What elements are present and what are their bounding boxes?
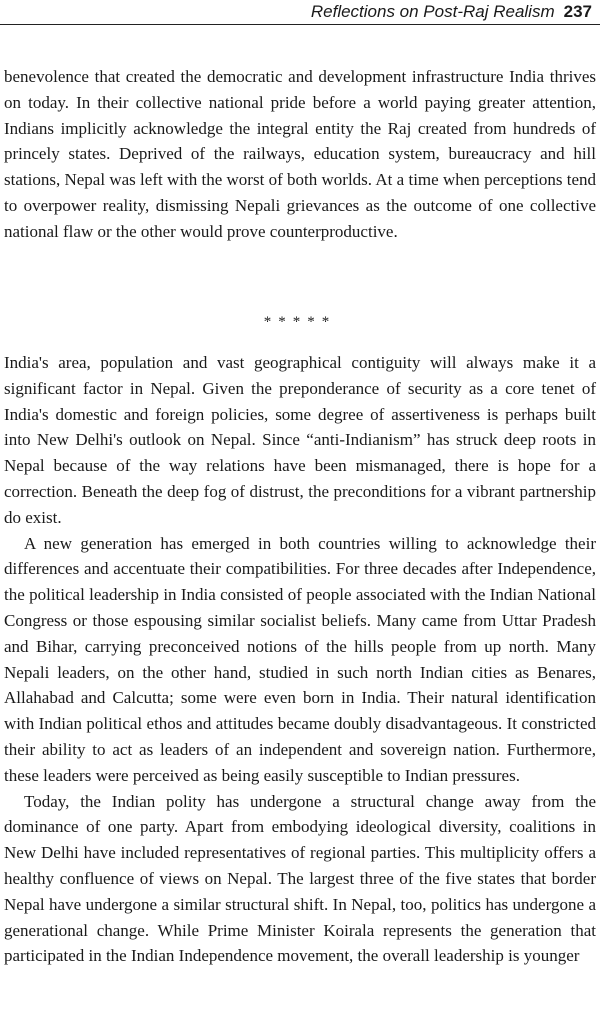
page-number: 237 [563, 2, 592, 21]
paragraph-continuation: benevolence that created the democratic and development infrastructure India thrives on today. In their collective national pride before a world paying greater attention, Indians implicitly acknowledge the integral entity the Raj created from hundreds of princely states. Deprived of the railways, education system, bureaucracy and hill stations, Nepal was left with the worst of both worlds. At a time when perceptions tend to overpower reality, dismissing Nepali grievances as the outcome of one collective national flaw or the other would prove counterproductive. [4, 67, 596, 241]
running-header [311, 0, 592, 24]
section-separator: ***** [263, 314, 337, 330]
text-block-top [4, 64, 596, 245]
paragraph: India's area, population and vast geographical contiguity will always make it a significant factor in Nepal. Given the preponderance of security as a core tenet of India's domestic and foreign policies, some degree of assertiveness is perhaps built into New Delhi's outlook on Nepal. Since “anti-Indianism” has struck deep roots in Nepal because of the way relations have been mismanaged, there is hope for a correction. Beneath the deep fog of distrust, the preconditions for a vibrant partnership do exist. [4, 353, 596, 527]
text-block-main [4, 350, 596, 969]
paragraph: A new generation has emerged in both countries willing to acknowledge their differences and accentuate their compatibilities. For three decades after Independence, the political leadership in India consisted of people associated with the Indian National Congress or those espousing similar socialist beliefs. Many came from Uttar Pradesh and Bihar, carrying preconceived notions of the hills people from up north. Many Nepali leaders, on the other hand, studied in such north Indian cities as Benares, Allahabad and Calcutta; some were even born in India. Their natural identification with Indian political ethos and attitudes became doubly disadvantageous. It constricted their ability to act as leaders of an independent and sovereign nation. Furthermore, these leaders were perceived as being easily susceptible to Indian pressures. [4, 533, 596, 785]
running-title: Reflections on Post-Raj Realism [310, 2, 555, 21]
header-rule [0, 24, 600, 25]
paragraph: Today, the Indian polity has undergone a structural change away from the dominance of one party. Apart from embodying ideological diversity, coalitions in New Delhi have included representatives of regional parties. This multiplicity offers a healthy confluence of views on Nepal. The largest three of the five states that border Nepal have undergone a similar structural shift. In Nepal, too, politics has undergone a generational change. While Prime Minister Koirala represents the generation that participated in the Indian Independence movement, the overall leadership is younger [4, 791, 596, 966]
